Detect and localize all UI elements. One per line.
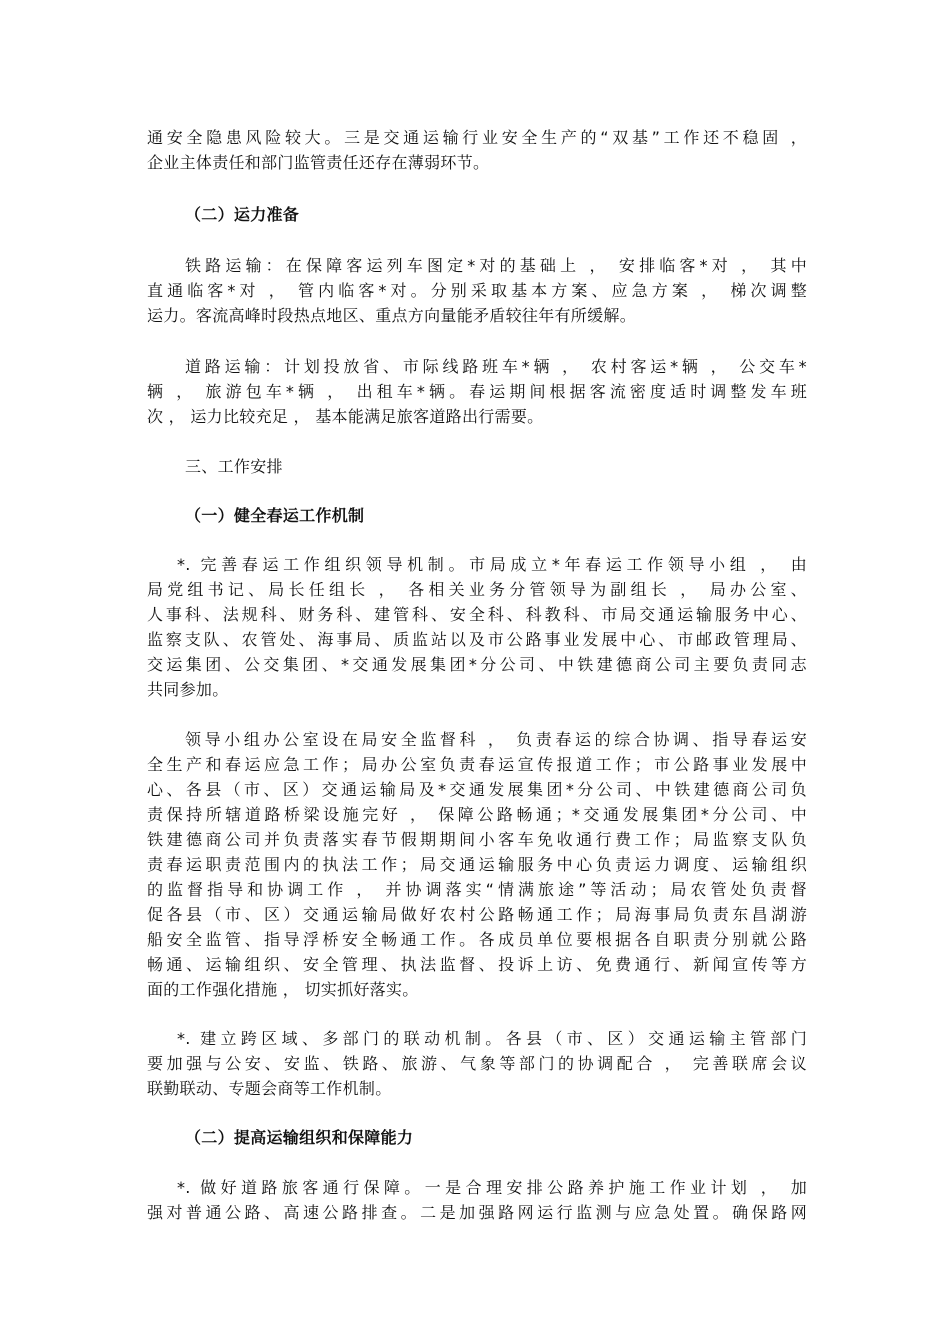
text-line: 责春运职责范围内的执法工作；局交通运输服务中心负责运力调度、运输组织 bbox=[147, 855, 807, 874]
text-line: 联勤联动、专题会商等工作机制。 bbox=[147, 1079, 392, 1098]
text-line: 促各县（市、区）交通运输局做好农村公路畅通工作；局海事局负责东昌湖游 bbox=[147, 905, 807, 924]
paragraph-rail bbox=[147, 253, 807, 328]
text-line: 通安全隐患风险较大。三是交通运输行业安全生产的“双基”工作还不稳固 ， bbox=[147, 128, 807, 147]
text-line: 的监督指导和协调工作 ， 并协调落实“情满旅途”等活动；局农管处负责督 bbox=[147, 880, 807, 899]
paragraph-road-guarantee bbox=[147, 1175, 807, 1225]
text-line: 畅通、运输组织、安全管理、执法监督、投诉上访、免费通行、新闻宣传等方 bbox=[147, 955, 807, 974]
text-line: 企业主体责任和部门监管责任还存在薄弱环节。 bbox=[147, 153, 490, 172]
text-line: 运力。客流高峰时段热点地区、重点方向量能矛盾较往年有所缓解。 bbox=[147, 306, 637, 325]
text-line: 道路运输：计划投放省、市际线路班车*辆 ， 农村客运*辆 ， 公交车* bbox=[185, 357, 807, 376]
text-line: 领导小组办公室设在局安全监督科 ， 负责春运的综合协调、指导春运安 bbox=[185, 730, 807, 749]
paragraph-linkage bbox=[147, 1026, 807, 1101]
text-line: 面的工作强化措施 ， 切实抓好落实。 bbox=[147, 980, 419, 999]
text-line: 交运集团、公交集团、*交通发展集团*分公司、中铁建德商公司主要负责同志 bbox=[147, 655, 807, 674]
text-line: 人事科、法规科、财务科、建管科、安全科、科教科、市局交通运输服务中心、 bbox=[147, 605, 807, 624]
text-line: 辆 ， 旅游包车*辆 ， 出租车*辆。春运期间根据客流密度适时调整发车班 bbox=[147, 382, 807, 401]
paragraph-road bbox=[147, 354, 807, 429]
section-heading-work: 三、工作安排 bbox=[185, 457, 283, 476]
text-line: 要加强与公安、安监、铁路、旅游、气象等部门的协调配合 ， 完善联席会议 bbox=[147, 1054, 807, 1073]
paragraph-intro bbox=[147, 125, 807, 175]
text-line: 强对普通公路、高速公路排查。二是加强路网运行监测与应急处置。确保路网 bbox=[147, 1203, 807, 1222]
text-line: *. 做好道路旅客通行保障。一是合理安排公路养护施工作业计划 ， 加 bbox=[177, 1178, 807, 1197]
section-heading-capacity: （二）运力准备 bbox=[185, 205, 300, 224]
section-heading-mechanism: （一）健全春运工作机制 bbox=[185, 506, 365, 525]
text-line: *. 建立跨区域、多部门的联动机制。各县（市、区）交通运输主管部门 bbox=[177, 1029, 807, 1048]
paragraph-leadership bbox=[147, 552, 807, 702]
text-line: 监察支队、农管处、海事局、质监站以及市公路事业发展中心、市邮政管理局、 bbox=[147, 630, 807, 649]
text-line: 次 ， 运力比较充足 ， 基本能满足旅客道路出行需要。 bbox=[147, 407, 544, 426]
text-line: 局党组书记、局长任组长 ， 各相关业务分管领导为副组长 ， 局办公室、 bbox=[147, 580, 807, 599]
section-heading-transport: （二）提高运输组织和保障能力 bbox=[185, 1128, 414, 1147]
text-line: 全生产和春运应急工作；局办公室负责春运宣传报道工作；市公路事业发展中 bbox=[147, 755, 807, 774]
text-line: 船安全监管、指导浮桥安全畅通工作。各成员单位要根据各自职责分别就公路 bbox=[147, 930, 807, 949]
paragraph-office bbox=[147, 727, 807, 1002]
text-line: 铁路运输：在保障客运列车图定*对的基础上 ， 安排临客*对 ， 其中 bbox=[185, 256, 807, 275]
text-line: 共同参加。 bbox=[147, 680, 229, 699]
text-line: 铁建德商公司并负责落实春节假期期间小客车免收通行费工作；局监察支队负 bbox=[147, 830, 807, 849]
text-line: 直通临客*对 ， 管内临客*对。分别采取基本方案、应急方案 ， 梯次调整 bbox=[147, 281, 807, 300]
text-line: 责保持所辖道路桥梁设施完好 ， 保障公路畅通；*交通发展集团*分公司、中 bbox=[147, 805, 807, 824]
text-line: 心、各县（市、区）交通运输局及*交通发展集团*分公司、中铁建德商公司负 bbox=[147, 780, 807, 799]
text-line: *. 完善春运工作组织领导机制。市局成立*年春运工作领导小组 ， 由 bbox=[177, 555, 807, 574]
